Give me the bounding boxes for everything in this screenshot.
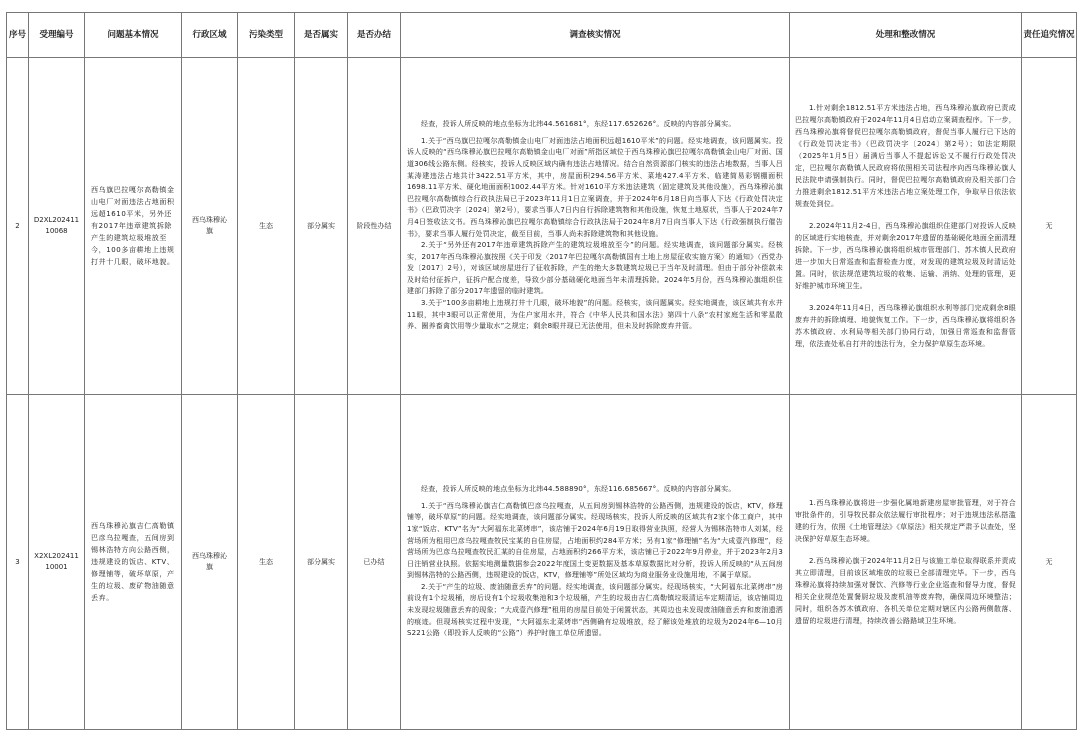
row-handling <box>790 395 1022 730</box>
header-handling: 处理和整改情况 <box>790 13 1022 58</box>
survey-paragraph: 2.关于“另外还有2017年违章建筑拆除产生的建筑垃圾堆放至今”的问题。经实地调查，该问题部分属实。经核实，2017年西乌珠穆沁旗按照《关于印发〈2017年巴拉嘎尔高勒镇国有土地上房屋征收实施方案〉的通知》（西党办发〔2017〕2号），对该区域房屋进行了征收拆除，产生的绝大多数建筑垃圾已于当年及时清理。但由于部分补偿款未及时给付征拆户，征拆户配合度差，导致少部分基础硬化地面当年未清理拆除。2024年5月份，西乌珠穆沁旗组织住建部门拆除了部分2017年遗留的临时建筑。 <box>407 241 783 296</box>
row-index: 2 <box>7 58 29 395</box>
survey-paragraph: 2.关于“产生的垃圾、废油随意丢弃”的问题。经实地调查，该问题部分属实。经现场核实，“大阿福东北菜烤串”房前设有1个垃圾桶，房后设有1个垃圾收集池和3个垃圾桶，产生的垃圾由吉仁高勒镇垃圾清运车定期清运，该店铺周边未发现垃圾随意丢弃的现象；“大成壹汽修理”租用的房屋目前处于闲置状态，其周边也未发现废油随意丢弃和废油遗洒的痕迹。但现场核实过程中发现，“大阿福东北菜烤串”西侧确有垃圾堆放，经了解该处堆放的垃圾为2024年6—10月S221公路（即投诉人反映的“公路”）养护时施工单位所遗留。 <box>407 582 783 638</box>
survey-paragraph: 经查，投诉人所反映的地点坐标为北纬44.561681°，东经117.652626°。反映的内容部分属实。 <box>421 120 736 129</box>
row-index: 3 <box>7 395 29 730</box>
header-survey: 调查核实情况 <box>401 13 790 58</box>
header-pollution: 污染类型 <box>238 13 295 58</box>
complaint-table <box>6 12 1077 730</box>
row-basic: 西乌珠穆沁旗吉仁高勒镇巴彦乌拉嘎查，五间房到锡林浩特方向公路西侧，违规建设的饭店、KTV、修理铺等，破坏草原，产生的垃圾、废矿物油随意丢弃。 <box>85 395 182 730</box>
header-case-id: 受理编号 <box>29 13 85 58</box>
row-survey <box>401 58 790 395</box>
table-row <box>7 58 1077 395</box>
handling-paragraph: 2.西乌珠穆沁旗于2024年11月2日与该施工单位取得联系并责成其立即清理，目前该区域堆放的垃圾已全部清理完毕。下一步，西乌珠穆沁旗将持续加强对餐饮、汽修等行业企业巡查和督导力度，督促相关企业规范处置餐厨垃圾及废机油等废弃物，确保周边环境整洁；同时，组织各苏木镇政府、各机关单位定期对辖区内公路两侧散落、遗留的垃圾进行清理，持续改善公路路域卫生环境。 <box>795 557 1016 625</box>
header-closed: 是否办结 <box>348 13 401 58</box>
table-header <box>7 13 1077 58</box>
row-closed: 已办结 <box>348 395 401 730</box>
header-verified: 是否属实 <box>295 13 348 58</box>
complaint-table-sheet <box>6 12 1076 730</box>
survey-paragraph: 3.关于“100多亩耕地上违规打井十几眼，破坏地貌”的问题。经核实，该问题属实。经实地调查，该区域共有水井11眼，其中3眼可以正常使用，为住户家用水井，符合《中华人民共和国水法》第四十八条“农村家庭生活和零星散养、圈养畜禽饮用等少量取水”之规定；剩余8眼井现已无法使用，但未及时拆除废弃井管。 <box>407 299 783 331</box>
row-case-id: X2XL20241110001 <box>29 395 85 730</box>
row-case-id: D2XL20241110068 <box>29 58 85 395</box>
table-row <box>7 395 1077 730</box>
row-closed: 阶段性办结 <box>348 58 401 395</box>
survey-paragraph: 1.关于“西乌珠穆沁旗吉仁高勒镇巴彦乌拉嘎查，从五间房到锡林浩特的公路西侧，违规建设的饭店，KTV，修理铺等，破坏草原”的问题。经实地调查，该问题部分属实。经现场核实，投诉人所反映的区域共有2家个体工商户，其中1家“饭店、KTV”名为“大阿福东北菜烤串”，该店铺于2024年6月19日取得营业执照，经营人为锡林浩特市人刘某，经营场所为租用巴彦乌拉嘎查牧民宝某的自住房屋，占地面积约284平方米；另有1家“修理铺”名为“大成壹汽修理”，经营场所为巴彦乌拉嘎查牧民汇某的自住房屋，占地面积约266平方米，该店铺已于2022年9月停业，并于2023年2月3日注销营业执照。依据实地测量数据参会2022年度国土变更数据及基本草原数据比对分析，投诉人所反映的“从五间房到锡林浩特的公路西侧，违规建设的饭店，KTV，修理铺等”所处区域均为商业服务业设施用地，不属于草原。 <box>407 501 783 580</box>
handling-paragraph: 2.2024年11月2-4日，西乌珠穆沁旗组织住建部门对投诉人反映的区域进行实地核查，并对剩余2017年遗留的基础硬化地面全面清理拆除。下一步，西乌珠穆沁旗将组织城市管理部门、苏木镇人民政府进一步加大日常巡查和监督检查力度，对发现的建筑垃圾及时清运处置。同时，依法规范建筑垃圾的收集、运输、消纳、处理的管理，更好维护城市环境卫生。 <box>795 222 1016 290</box>
header-index: 序号 <box>7 13 29 58</box>
row-pollution: 生态 <box>238 58 295 395</box>
row-region: 西乌珠穆沁旗 <box>182 395 238 730</box>
survey-paragraph: 经查，投诉人所反映的地点坐标为北纬44.588890°，东经116.685667°。反映的内容部分属实。 <box>421 485 736 494</box>
row-verified: 部分属实 <box>295 395 348 730</box>
row-pollution: 生态 <box>238 395 295 730</box>
header-basic: 问题基本情况 <box>85 13 182 58</box>
row-verified: 部分属实 <box>295 58 348 395</box>
handling-paragraph: 3.2024年11月4日，西乌珠穆沁旗组织水利等部门完成剩余8眼废弃井的拆除填埋、地貌恢复工作。下一步，西乌珠穆沁旗将组织各苏木镇政府、水利局等相关部门协同行动，加强日常巡查和监督管理，依法查处私自打井的违法行为，全力保护草原生态环境。 <box>795 304 1016 348</box>
row-accountability: 无 <box>1022 58 1077 395</box>
header-region: 行政区域 <box>182 13 238 58</box>
row-accountability: 无 <box>1022 395 1077 730</box>
row-handling <box>790 58 1022 395</box>
row-region: 西乌珠穆沁旗 <box>182 58 238 395</box>
row-survey <box>401 395 790 730</box>
header-accountability: 责任追究情况 <box>1022 13 1077 58</box>
survey-paragraph: 1.关于“西乌旗巴拉嘎尔高勒镇金山电厂对面违法占地面积远超1610平米”的问题。经实地调查，该问题属实。投诉人反映的“西乌珠穆沁旗巴拉嘎尔高勒镇金山电厂对面”所指区域位于西乌珠穆沁旗巴拉嘎尔高勒镇金山电厂对面、国道306线公路东侧。经核实，投诉人反映区域内确有违法占地情况。结合自然资源部门核实的违法占地数据，当事人吕某涛建违法占地共计3422.51平方米，其中，房屋面积294.56平方米、菜地427.4平方米、临建简易彩钢棚面积1698.11平方米、硬化地面面积1002.44平方米。针对1610平方米违法建筑（固定建筑及其他设施），西乌珠穆沁旗巴拉嘎尔高勒镇综合行政执法局已于2023年11月1日立案调查，并于2024年6月18日向当事人下达《行政处罚决定书》（巴政罚决字〔2024〕第2号），要求当事人7日内自行拆除建筑物和其他设施，恢复土地原状，当事人于2024年7月4日签收法文书。西乌珠穆沁旗巴拉嘎尔高勒镇综合行政执法局于2024年8月7日向当事人下达《行政强制执行催告书》，要求当事人履行处罚决定，截至目前，当事人尚未拆除建筑物和其他设施。 <box>407 136 783 238</box>
handling-paragraph: 1.西乌珠穆沁旗将进一步强化属地新建房屋审批管理，对于符合审批条件的，引导牧民群众依法履行审批程序；对于违规违法私搭滥建的行为，依照《土地管理法》《草原法》相关规定严肃予以查处，坚决保护好草原生态环境。 <box>795 499 1016 543</box>
row-basic: 西乌旗巴拉嘎尔高勒镇金山电厂对面违法占地面积远超1610平米，另外还有2017年违章建筑拆除产生的建筑垃圾堆放至今，100多亩耕地上违规打井十几眼，破坏地貌。 <box>85 58 182 395</box>
handling-paragraph: 1.针对剩余1812.51平方米违法占地，西乌珠穆沁旗政府已责成巴拉嘎尔高勒镇政府于2024年11月4日启动立案调查程序。下一步，西乌珠穆沁旗将督促巴拉嘎尔高勒镇政府，督促当事人履行已下达的《行政处罚决定书》（巴政罚决字〔2024〕第2号）；如法定期限（2025年1月5日）届满后当事人不提起诉讼又不履行行政处罚决定，巴拉嘎尔高勒镇人民政府将依照相关司法程序向西乌珠穆沁旗人民法院申请强制执行。同时，督促巴拉嘎尔高勒镇政府及相关部门合力推进剩余1812.51平方米违法占地立案处理工作，争取早日依法依规查处到位。 <box>795 104 1016 208</box>
